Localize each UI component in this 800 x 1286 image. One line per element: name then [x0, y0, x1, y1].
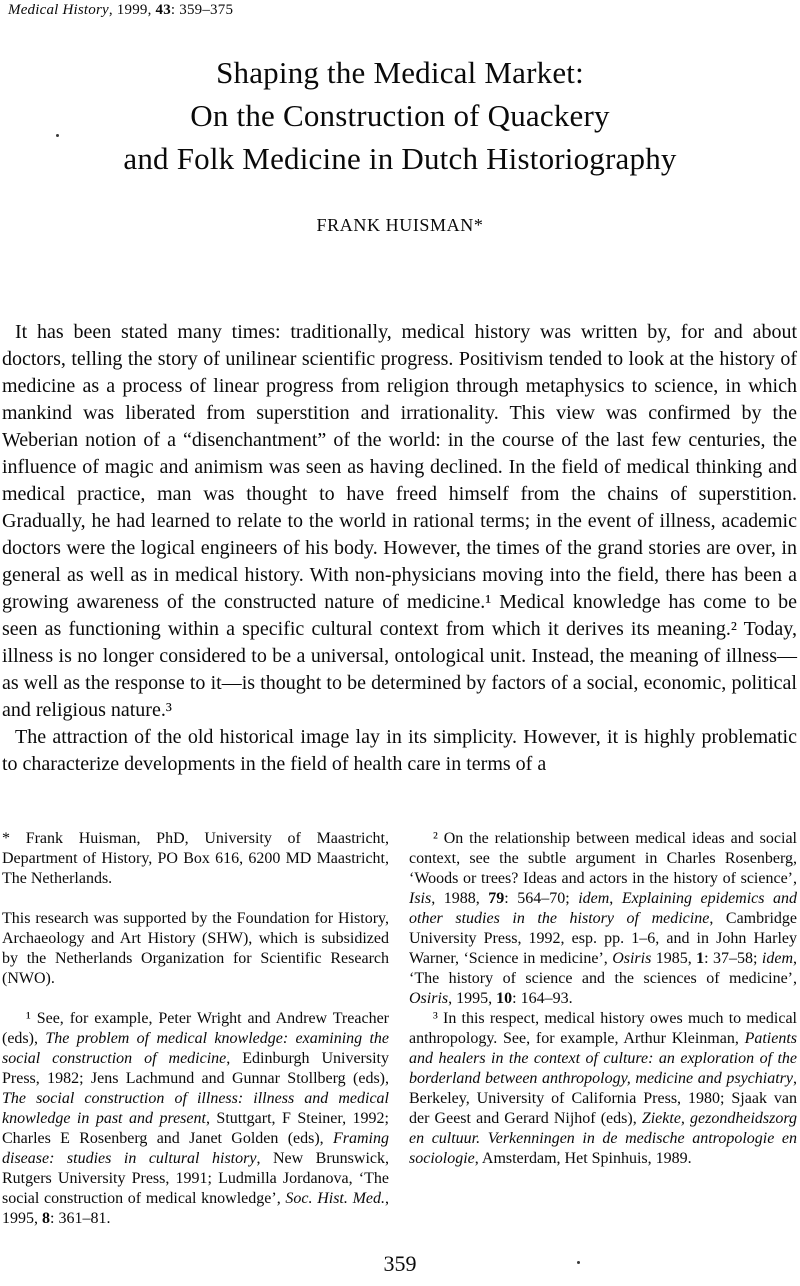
- footnote-2: ² On the relationship between medical ideas and social context, see the subtle argument in Charles Rosenberg, ‘Woods or trees? Ideas and actors in the history of science’, Isis, 1988, 79: 564–70; idem, Explaining epidemics and other studies in the history of medicine, Cambridge University Press, 1992, esp. pp. 1–6, and in John Harley Warner, ‘Science in medicine’, Osiris 1985, 1: 37–58; idem, ‘The history of science and the sciences of medicine’, Osiris, 1995, 10: 164–93.: [409, 830, 798, 1007]
- footnote-3: ³ In this respect, medical history owes much to medical anthropology. See, for example, Arthur Kleinman, Patients and healers in the context of culture: an exploration of the borderland between anthropology, medicine and psychiatry, Berkeley, University of California Press, 1980; Sjaak van der Geest and Gerard Nijhof (eds), Ziekte, gezondheidszorg en cultuur. Verkenningen in de medische antropologie en sociologie, Amsterdam, Het Spinhuis, 1989.: [409, 1010, 797, 1167]
- article-title: [0, 51, 800, 180]
- footnotes-right-column: [409, 829, 797, 1169]
- body-paragraph-1: It has been stated many times: traditionally, medical history was written by, for and about doctors, telling the story of unilinear scientific progress. Positivism tended to look at the history of medicine as a process of linear progress from religion through metaphysics to science, in which mankind was liberated from superstition and irrationality. This view was confirmed by the Weberian notion of a “disenchantment” of the world: in the course of the last few centuries, the influence of magic and animism was seen as having declined. In the field of medical thinking and medical practice, man was thought to have freed himself from the chains of superstition. Gradually, he had learned to relate to the world in rational terms; in the event of illness, academic doctors were the logical engineers of his body. However, the times of the grand stories are over, in general as well as in medical history. With non-physicians moving into the field, there has been a growing awareness of the constructed nature of medicine.¹ Medical knowledge has come to be seen as functioning within a specific cultural context from which it derives its meaning.² Today, illness is no longer considered to be a universal, ontological unit. Instead, the meaning of illness—as well as the response to it—is thought to be determined by factors of a social, economic, political and religious nature.³: [2, 321, 797, 721]
- funding-note: This research was supported by the Foundation for History, Archaeology and Art History (SHW), which is subsidized by the Netherlands Organization for Scientific Research (NWO).: [2, 910, 389, 987]
- journal-citation: Medical History, 1999, 43: 359–375: [8, 2, 234, 18]
- body-paragraph-2: The attraction of the old historical image lay in its simplicity. However, it is highly problematic to characterize developments in the field of health care in terms of a: [2, 726, 797, 775]
- author-name: FRANK HUISMAN*: [316, 215, 484, 235]
- footnote-1: ¹ See, for example, Peter Wright and Andrew Treacher (eds), The problem of medical knowledge: examining the social construction of medicine, Edinburgh University Press, 1982; Jens Lachmund and Gunnar Stollberg (eds), The social construction of illness: illness and medical knowledge in past and present, Stuttgart, F Steiner, 1992; Charles E Rosenberg and Janet Golden (eds), Framing disease: studies in cultural history, New Brunswick, Rutgers University Press, 1991; Ludmilla Jordanova, ‘The social construction of medical knowledge’, Soc. Hist. Med., 1995, 8: 361–81.: [2, 1010, 390, 1227]
- footnotes-section: [0, 829, 800, 1259]
- author-affiliation-note: * Frank Huisman, PhD, University of Maastricht, Department of History, PO Box 616, 6200 MD Maastricht, The Netherlands.: [2, 830, 389, 887]
- title-line-3: and Folk Medicine in Dutch Historiography: [123, 141, 677, 176]
- page-number: 359: [383, 1251, 417, 1276]
- article-body: [2, 319, 797, 778]
- footnotes-left-column: [2, 829, 389, 1229]
- title-line-2: On the Construction of Quackery: [190, 98, 610, 133]
- title-line-1: Shaping the Medical Market:: [216, 55, 584, 90]
